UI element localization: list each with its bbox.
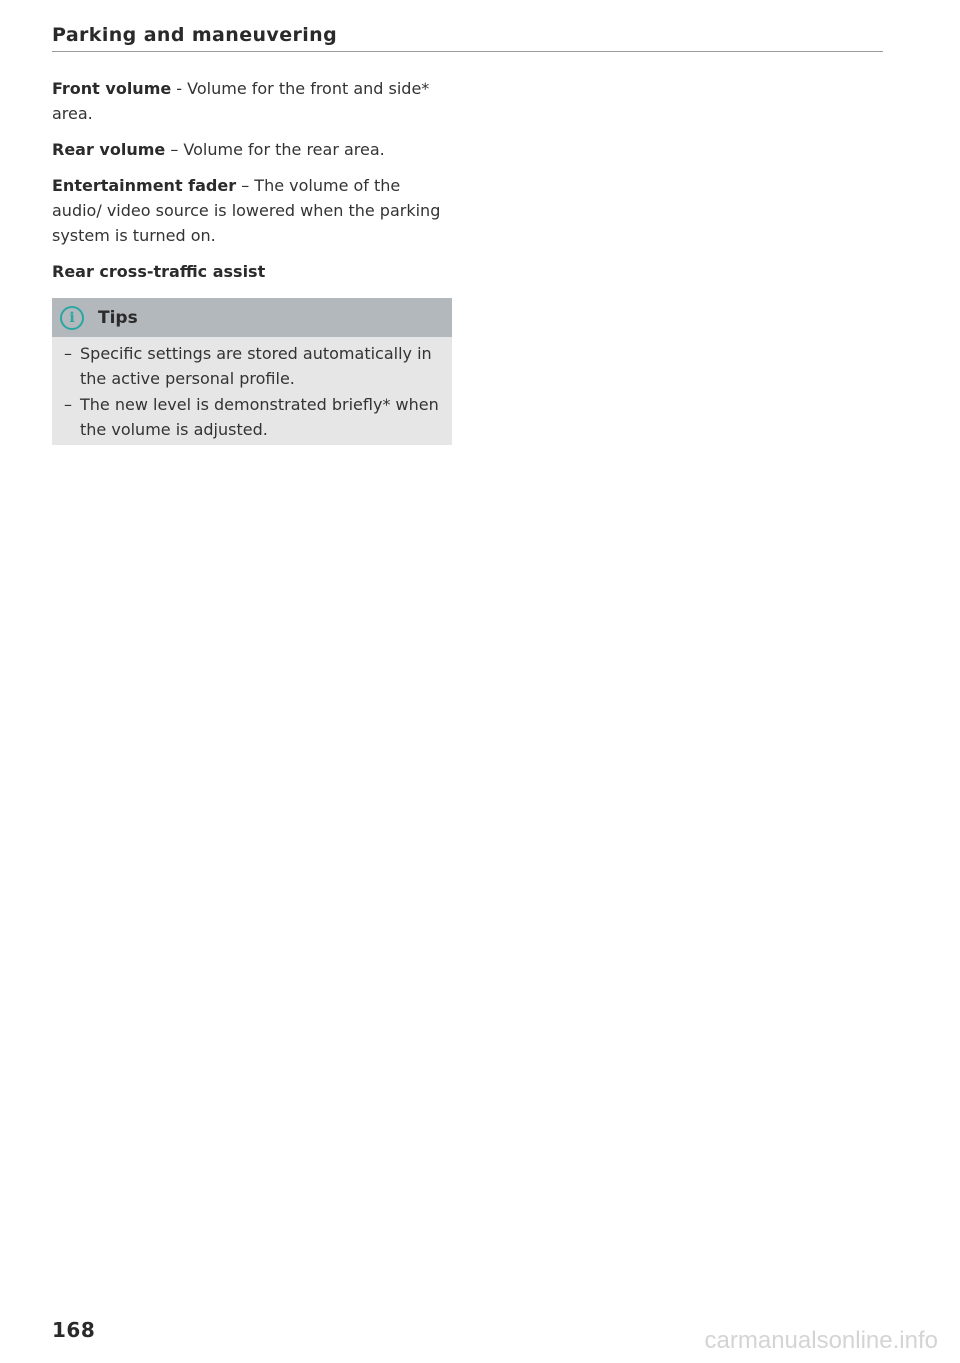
- front-volume-description: - Volume for the front and side* area.: [52, 79, 430, 123]
- watermark: carmanualsonline.info: [704, 1327, 938, 1354]
- page-number: 168: [52, 1318, 96, 1342]
- entertainment-fader-paragraph: [52, 173, 452, 248]
- rear-volume-paragraph: [52, 137, 452, 162]
- tips-header: [52, 298, 452, 337]
- info-icon: i: [60, 306, 84, 330]
- content-column: [52, 76, 452, 445]
- list-dash: –: [64, 344, 72, 363]
- front-volume-term: Front volume: [52, 79, 172, 98]
- rear-volume-description: – Volume for the rear area.: [165, 140, 385, 159]
- front-volume-paragraph: [52, 76, 452, 126]
- tip-text: The new level is demonstrated briefly* when the volume is adjusted.: [80, 395, 439, 439]
- entertainment-fader-description: – The volume of the audio/ video source is lowered when the parking system is turned on.: [52, 176, 441, 245]
- rear-volume-term: Rear volume: [52, 140, 166, 159]
- tips-box: [52, 298, 452, 445]
- rear-cross-traffic-heading: Rear cross-traffic assist: [52, 262, 266, 281]
- tips-title: Tips: [98, 307, 138, 328]
- tips-list-item: [64, 341, 440, 391]
- page-section-title: Parking and maneuvering: [52, 24, 338, 46]
- tips-list-item: [64, 392, 440, 442]
- tip-text: Specific settings are stored automatically in the active personal profile.: [80, 344, 432, 388]
- list-dash: –: [64, 395, 72, 414]
- entertainment-fader-term: Entertainment fader: [52, 176, 237, 195]
- tips-list: [52, 337, 452, 445]
- header-divider: [52, 51, 883, 52]
